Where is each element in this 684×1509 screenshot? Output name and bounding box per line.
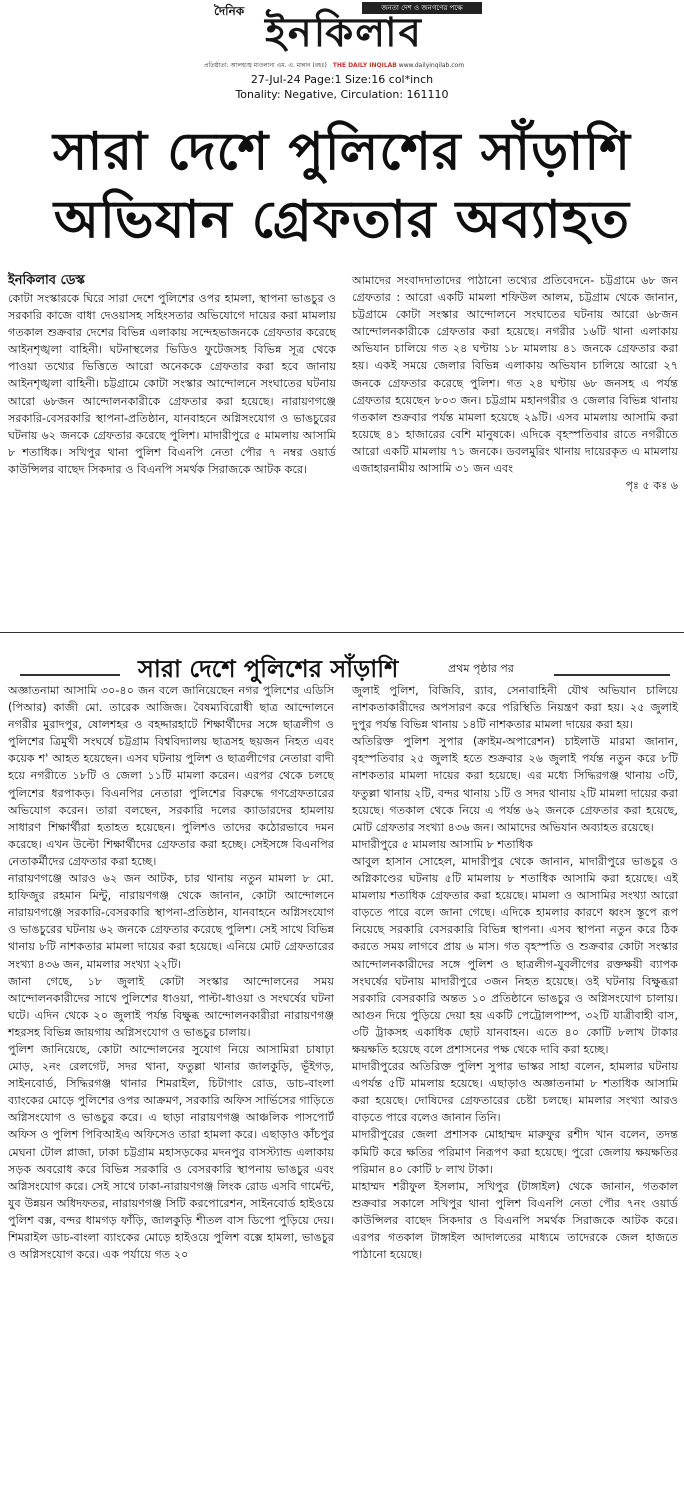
- clipping-meta-size: 27-Jul-24 Page:1 Size:16 col*inch: [250, 73, 434, 86]
- article-paragraph: কোটা সংস্কারকে ঘিরে সারা দেশে পুলিশের ওপর হামলা, স্থাপনা ভাঙচুর ও সরকারি কাজে বাধা দেওয়াসহ সহিংসতার অভিযোগে দায়ের করা মামলায় গতকাল শুক্রবার দেশের বিভিন্ন এলাকায় সন্দেহভাজনকে গ্রেফতার করেছে আইনশৃঙ্খলা বাহিনী। ঘটনাস্থলের ভিডিও ফুটেজসহ বিভিন্ন সূত্র থেকে পাওয়া তথ্যের ভিত্তিতে আরো অনেককে গ্রেফতার করা হবে জানায় আইনশৃঙ্খলা বাহিনী। চট্টগ্রামে কোটা সংস্কার আন্দোলনে সংঘাতের ঘটনায় আরো ৬৮জন আন্দোলনকারীকে গ্রেফতার করা হয়েছে। নারায়ণগঞ্জে সরকারি-বেসরকারি স্থাপনা-প্রতিষ্ঠান, যানবাহনে অগ্নিসংযোগ ও ভাঙচুরের ঘটনায় ৬২ জনকে গ্রেফতার করেছে পুলিশ। মাদারীপুরে ৫ মামলায় আসামি ৮ শতাধিক। সখিপুর থানা পুলিশ বিএনপি নেতা পৌর ৭ নম্বর ওয়ার্ড কাউন্সিলর বাছেদ সিকদার ও বিএনপি সমর্থক সিরাজকে আটক করে।: [8, 292, 336, 476]
- masthead-info-line: [204, 60, 486, 71]
- article-paragraph: নারায়ণগঞ্জে আরও ৬২ জন আটক, চার থানায় নতুন মামলা ৮ মো. হাফিজুর রহমান মিন্টু, নারায়ণগঞ্জ থেকে জানান, কোটা আন্দোলনে নারায়ণগঞ্জে সরকারি-বেসরকারি স্থাপনা-প্রতিষ্ঠান, যানবাহনে অগ্নিসংযোগ ও ভাঙচুরের ঘটনায় ৬২ জনকে গ্রেফতার করেছে পুলিশ। সেই সাথে বিভিন্ন থানায় ৮টি নাশকতার মামলা দায়ের করা হয়েছে। এনিয়ে মোট গ্রেফতারের সংখ্যা ৪৩৬ জন, মামলার সংখ্যা ২২টি।: [8, 872, 334, 971]
- article-column-2: [352, 272, 678, 494]
- masthead-strap: জনতা দেশ ও জনগণের পক্ষে: [362, 2, 482, 14]
- article-paragraph: জুলাই পুলিশ, বিজিবি, র‍্যাব, সেনাবাহিনী যৌথ অভিযান চালিয়ে নাশকতাকারীদের অপসারণ করে পরিস্থিতি নিয়ন্ত্রণ করা হয়। ২৫ জুলাই দুপুর পর্যন্ত বিভিন্ন থানায় ১৪টি নাশকতার মামলা দায়ের করা হয়।: [352, 684, 678, 732]
- main-headline: [10, 118, 674, 254]
- jump-reference: পৃঃ ৫ কঃ ৬: [625, 479, 678, 493]
- continuation-column-1: [8, 682, 334, 1263]
- clipping-meta-circulation: Tonality: Negative, Circulation: 161110: [235, 88, 449, 101]
- article-paragraph: অজ্ঞাতনামা আসামি ৩০-৪০ জন বলে জানিয়েছেন নগর পুলিশের এডিসি (পিআর) কাজী মো. তারেক আজিজ। বৈষম্যবিরোধী ছাত্র আন্দোলনে নগরীর মুরাদপুর, ষোলশহর ও বহদ্দারহাটে শিক্ষার্থীদের সঙ্গে ছাত্রলীগ ও পুলিশের ত্রিমুখী সংঘর্ষে চট্টগ্রাম বিশ্ববিদ্যালয় ছাত্রসহ ছয়জন নিহত এবং কয়েক শ' আহত হয়েছেন। এসব ঘটনায় পুলিশ ও ছাত্রলীগের নেতারা বাদী হয়ে নগরীতে ১৮টি ও জেলা ১১টি মামলা করেন। এরপর থেকে চলছে পুলিশের ধরপাকড়। বিএনপির নেতারা পুলিশের বিরুদ্ধে গণগ্রেফতারের অভিযোগ করেন। তারা বলছেন, সরকারি দলের ক্যাডারদের হামলায় সাধারণ শিক্ষার্থীরা হতাহত হয়েছেন। পুলিশও তাদের কঠোরভাবে দমন করেছে। এখন উল্টো শিক্ষার্থীদের গ্রেফতার করা হচ্ছে। সেইসঙ্গে বিএনপির নেতাকর্মীদের গ্রেফতার করা হচ্ছে।: [8, 684, 334, 868]
- article-paragraph: আবুল হাসান সোহেল, মাদারীপুর থেকে জানান, মাদারীপুরে ভাঙচুর ও অগ্নিকাণ্ডের ঘটনায় ৫টি মামলায় ৮ শতাধিক আসামি করা হয়েছে। এই মামলায় শতাধিক গ্রেফতার করা হয়েছে। মামলা ও আসামির সংখ্যা আরো বাড়তে পারে বলে জানা গেছে। এদিকে হামলার কারণে ধ্বংস স্তূপে রূপ নিয়েছে সরকারি বেসরকারি বিভিন্ন স্থাপনা। এসব স্থাপনা নতুন করে ঠিক করতে সময় লাগবে প্রায় ৬ মাস। গত বৃহস্পতি ও শুক্রবার কোটা সংস্কার আন্দোলনকারীদের সঙ্গে পুলিশ ও ছাত্রলীগ-যুবলীগের রক্তক্ষয়ী ব্যাপক সংঘর্ষের ঘটনায় মাদারীপুরে ৩জন নিহত হয়েছে। ওই ঘটনায় বিক্ষুব্ধরা সরকারি বেসরকারি অন্তত ১০ প্রতিষ্ঠানে ভাঙচুর ও অগ্নিসংযোগ চালায়। আগুন দিয়ে পুড়িয়ে দেয়া হয় একটি পেট্রোলপাম্প, ৩২টি যাত্রীবাহী বাস, ৩টি ট্রাকসহ একাধিক ছোট যানবাহন। এতে ৪০ কোটি ৮লাখ টাকার ক্ষয়ক্ষতি হয়েছে বলে প্রশাসনের পক্ষ থেকে দাবি করা হচ্ছে।: [352, 854, 678, 1056]
- masthead: [0, 0, 684, 110]
- dateline: ইনকিলাব ডেস্ক: [8, 273, 85, 288]
- continuation-title: সারা দেশে পুলিশের সাঁড়াশি: [138, 655, 399, 683]
- article-column-1: [8, 290, 336, 478]
- header-rule-left: [20, 674, 120, 676]
- article-paragraph: পুলিশ জানিয়েছে, কোটা আন্দোলনের সুযোগ নিয়ে আসামিরা চাষাঢ়া মোড়, ২নং রেলগেট, সদর থানা, ফতুল্লা থানার জালকুড়ি, ভূঁইগড়, সাইনবোর্ড, সিদ্ধিরগঞ্জ থানার শিমরাইল, চিটাগাং রোড, ডাচ-বাংলা ব্যাংকের মোড়ে পুলিশের ওপর আক্রমণ, সরকারি অফিস সার্ভিসের গাড়িতে অগ্নিসংযোগ ও ভাঙচুর করে। এ ছাড়া নারায়ণগঞ্জ আঞ্চলিক পাসপোর্ট অফিস ও পুলিশ পিবিআইএ অফিসেও তারা হামলা করে। এছাড়াও কাঁচপুর মেঘনা টোল প্লাজা, ঢাকা চট্টগ্রাম মহাসড়কের মদনপুর বাসস্ট্যান্ড এলাকায় সড়ক অবরোধ করে বিভিন্ন সরকারি ও বেসরকারি স্থাপনায় ভাঙচুর এবং অগ্নিসংযোগ করে। সেই সাথে ঢাকা-নারায়ণগঞ্জ লিংক রোড এসবি গার্মেন্ট, যুব উন্নয়ন অধিদফতর, নারায়ণগঞ্জ সিটি করপোরেশন, সাইনবোর্ড হাইওয়ে পুলিশ বক্স, বন্দর ধামগড় ফাঁড়ি, জালকুড়ি শীতল বাস ডিপো পুড়িয়ে দেয়। শিমরাইল ডাচ-বাংলা ব্যাংকের মোড়ে হাইওয়ে পুলিশ বক্সে হামলা, ভাঙচুর ও অগ্নিসংযোগ করে। এক পর্যায়ে গত ২০: [8, 1042, 334, 1262]
- headline-line-2: অভিযান গ্রেফতার অব্যাহত: [53, 190, 631, 250]
- section-divider: [0, 632, 684, 633]
- continuation-column-2: [352, 682, 678, 1263]
- masthead-english-name: THE DAILY INQILAB: [332, 62, 397, 69]
- continuation-subtitle: প্রথম পৃষ্ঠার পর: [448, 662, 514, 675]
- article-paragraph: মাহাম্মদ শরীফুল ইসলাম, সখিপুর (টাঙ্গাইল) থেকে জানান, গতকাল শুক্রবার সকালে সখিপুর থানা পুলিশ বিএনপি নেতা পৌর ৭নং ওয়ার্ড কাউন্সিলর বাছেদ সিকদার ও বিএনপি সমর্থক সিরাজকে আটক করে। এরপর গতকাল টাঙ্গাইল আদালতের মাধ্যমে তাদেরকে জেল হাজতে পাঠানো হয়েছে।: [352, 1179, 678, 1262]
- masthead-prefix: দৈনিক: [214, 4, 245, 18]
- header-rule-right: [554, 674, 670, 676]
- article-paragraph: জানা গেছে, ১৮ জুলাই কোটা সংস্কার আন্দোলনের সময় আন্দোলনকারীদের সাথে পুলিশের ধাওয়া, পাল্টা-ধাওয়া ও সংঘর্ষের ঘটনা ঘটে। এদিন থেকে ২০ জুলাই পর্যন্ত বিক্ষুব্ধ আন্দোলনকারীরা নারায়ণগঞ্জ শহরসহ বিভিন্ন জায়গায় অগ্নিসংযোগ ও ভাঙচুর চালায়।: [8, 974, 334, 1039]
- masthead-tagline: প্রতিষ্ঠাতা: আলহাজ্ব মাওলানা এম. এ. মান্নান (রহঃ): [204, 62, 327, 69]
- article-paragraph: মাদারীপুরের অতিরিক্ত পুলিশ সুপার ভাস্কর সাহা বলেন, হামলার ঘটনায় এপর্যন্ত ৫টি মামলায় হয়েছে। এছাড়াও অজ্ঞাতনামা ৮ শতাধিক আসামি করা হয়েছে। দোষিদের গ্রেফতারের চেষ্টা চলছে। মামলার সংখ্যা আরও বাড়তে পারে বলেও জানান তিনি।: [352, 1060, 678, 1125]
- article-paragraph: অতিরিক্ত পুলিশ সুপার (ক্রাইম-অপারেশন) চাইলাউ মারমা জানান, বৃহস্পতিবার ২৫ জুলাই হতে শুক্রবার ২৬ জুলাই পর্যন্ত নতুন করে ৮টি নাশকতার মামলা দায়ের করা হয়েছে। এর মধ্যে সিদ্ধিরগঞ্জ থানায় ৩টি, ফতুল্লা থানায় ২টি, বন্দর থানায় ১টি ও সদর থানায় ২টি মামলা দায়ের করা হয়েছে। গতকাল থেকে নিয়ে এ পর্যন্ত ৬২ জনকে গ্রেফতার করা হয়েছে, মোট গ্রেফতার সংখ্যা ৪৩৬ জন। আমাদের অভিযান অব্যাহত রয়েছে।: [352, 735, 678, 834]
- article-paragraph: মাদারীপুরের জেলা প্রশাসক মোহাম্মদ মারুফুর রশীদ খান বলেন, তদন্ত কমিটি করে ক্ষতির পরিমাণ নিরূপণ করা হয়েছে। পুরো জেলায় ক্ষয়ক্ষতির পরিমান ৪০ কোটি ৮ লাখ টাকা।: [352, 1128, 678, 1176]
- article-paragraph: আমাদের সংবাদদাতাদের পাঠানো তথ্যের প্রতিবেদনে- চট্টগ্রামে ৬৮ জন গ্রেফতার : আরো একটি মামলা শফিউল আলম, চট্টগ্রাম থেকে জানান, চট্টগ্রামে কোটা সংস্কার আন্দোলনে সংঘাতের ঘটনায় আরো ৬৮জন আন্দোলনকারীকে গ্রেফতার করা হয়েছে। নগরীর ১৬টি থানা এলাকায় অভিযান চালিয়ে গত ২৪ ঘণ্টায় ১৮ মামলায় ৪১ জনকে গ্রেফতার করা হয়। একই সময়ে জেলার বিভিন্ন এলাকায় অভিযান চালিয়ে আরো ২৭ জনকে গ্রেফতার করেছে পুলিশ। গত ২৪ ঘণ্টায় ৬৮ জনসহ এ পর্যন্ত গ্রেফতার হয়েছেন ৮০৩ জন। চট্টগ্রাম মহানগরীর ও জেলার বিভিন্ন থানায় গতকাল শুক্রবার পর্যন্ত মামলা হয়েছে ২৯টি। এসব মামলায় আসামি করা হয়েছে ৪১ হাজারের বেশি মানুষকে। এদিকে বৃহস্পতিবার রাতে নগরীতে আরো একটি মামলায় ৭১ জনকে। ডবলমুরিং থানায় দায়েরকৃত এ মামলায় এজাহারনামীয় আসামি ৩১ জন এবং: [352, 274, 678, 476]
- article-subheading: মাদারীপুরে ৫ মামলায় আসামি ৮ শতাধিক: [352, 837, 533, 851]
- headline-line-1: সারা দেশে পুলিশের সাঁড়াশি: [53, 122, 631, 182]
- masthead-website: www.dailyinqilab.com: [398, 62, 465, 69]
- newspaper-logo: ইনকিলাব: [265, 10, 423, 56]
